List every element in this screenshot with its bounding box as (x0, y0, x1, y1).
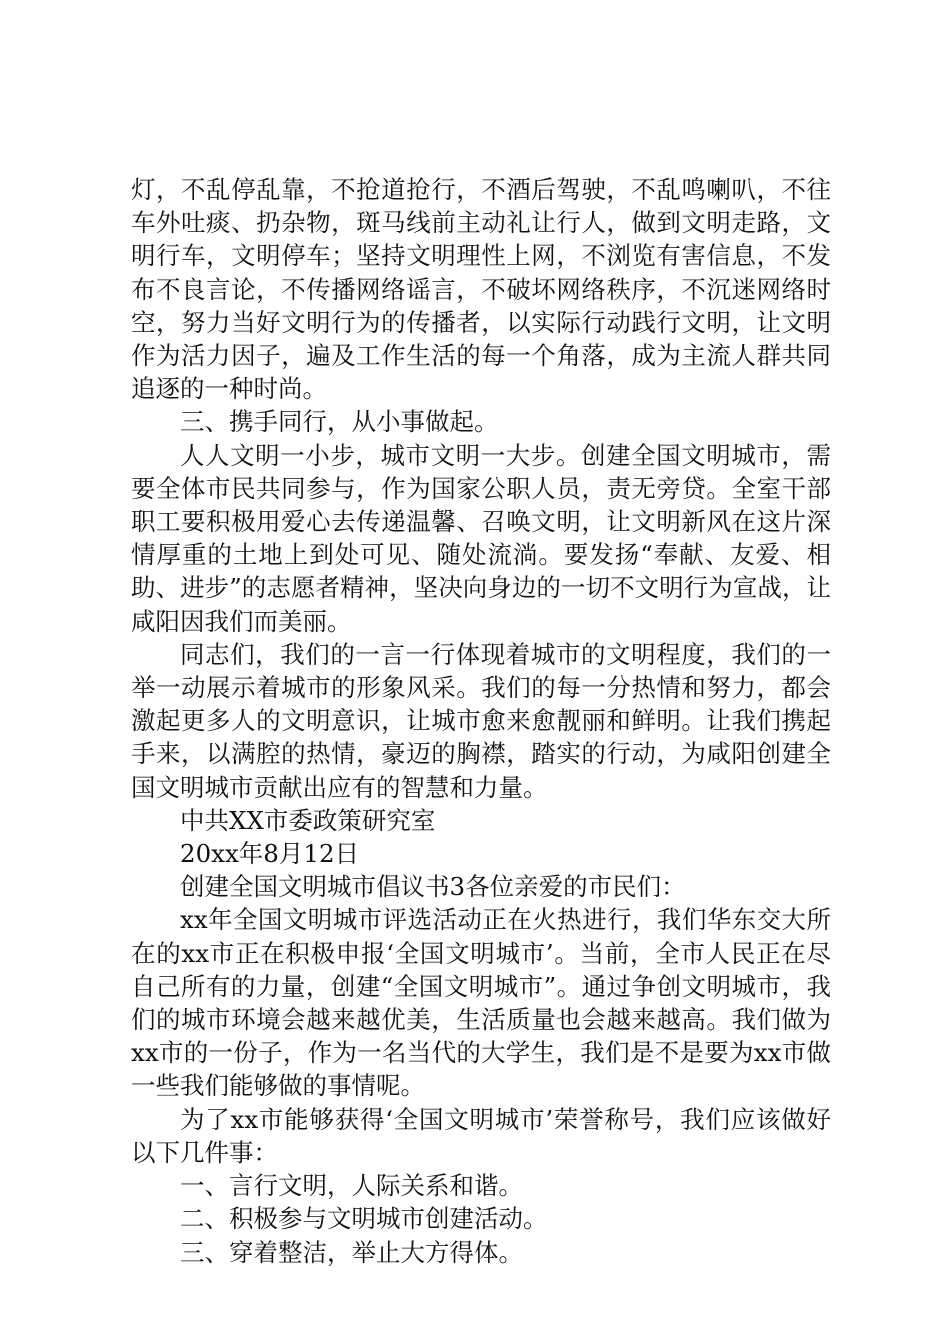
signature-date: 20xx年8月12日 (180, 839, 360, 869)
proposal-title-greeting: 创建全国文明城市倡议书3各位亲爱的市民们： (180, 872, 686, 902)
paragraph-city-application: xx年全国文明城市评选活动正在火热进行，我们华东交大所在的xx市正在积极申报‘全国文明城市’。当前，全市人民正在尽自己所有的力量，创建“全国文明城市”。通过争创文明城市，我们的城市环境会越来越优美，生活质量也会越来越高。我们做为xx市的一份子，作为一名当代的大学生，我们是不是要为xx市做一些我们能够做的事情呢。 (131, 905, 831, 1101)
paragraph-participation: 人人文明一小步，城市文明一大步。创建全国文明城市，需要全体市民共同参与，作为国家公职人员，责无旁贷。全室干部职工要积极用爱心去传递温馨、召唤文明，让文明新风在这片深情厚重的土地上到处可见、随处流淌。要发扬“奉献、友爱、相助、进步”的志愿者精神，坚决向身边的一切不文明行为宣战，让咸阳因我们而美丽。 (131, 440, 831, 636)
list-item-two: 二、积极参与文明城市创建活动。 (180, 1204, 548, 1234)
signature-organization: 中共XX市委政策研究室 (180, 805, 436, 835)
section-heading-three: 三、携手同行，从小事做起。 (180, 407, 499, 437)
list-item-three: 三、穿着整洁，举止大方得体。 (180, 1237, 523, 1267)
document-body (131, 173, 831, 1269)
paragraph-closing-appeal: 同志们，我们的一言一行体现着城市的文明程度，我们的一举一动展示着城市的形象风采。我们的每一分热情和努力，都会激起更多人的文明意识，让城市愈来愈靓丽和鲜明。让我们携起手来，以满腔的热情，豪迈的胸襟，踏实的行动，为咸阳创建全国文明城市贡献出应有的智慧和力量。 (131, 639, 831, 802)
paragraph-traffic-internet-civility: 灯，不乱停乱靠，不抢道抢行，不酒后驾驶，不乱鸣喇叭，不往车外吐痰、扔杂物，斑马线前主动礼让行人，做到文明走路，文明行车，文明停车；坚持文明理性上网，不浏览有害信息，不发布不良言论，不传播网络谣言，不破坏网络秩序，不沉迷网络时空，努力当好文明行为的传播者，以实际行动践行文明，让文明作为活力因子，遍及工作生活的每一个角落，成为主流人群共同追逐的一种时尚。 (131, 175, 831, 404)
list-item-one: 一、言行文明，人际关系和谐。 (180, 1171, 523, 1201)
paragraph-things-to-do: 为了xx市能够获得‘全国文明城市’荣誉称号，我们应该做好以下几件事： (131, 1104, 831, 1167)
